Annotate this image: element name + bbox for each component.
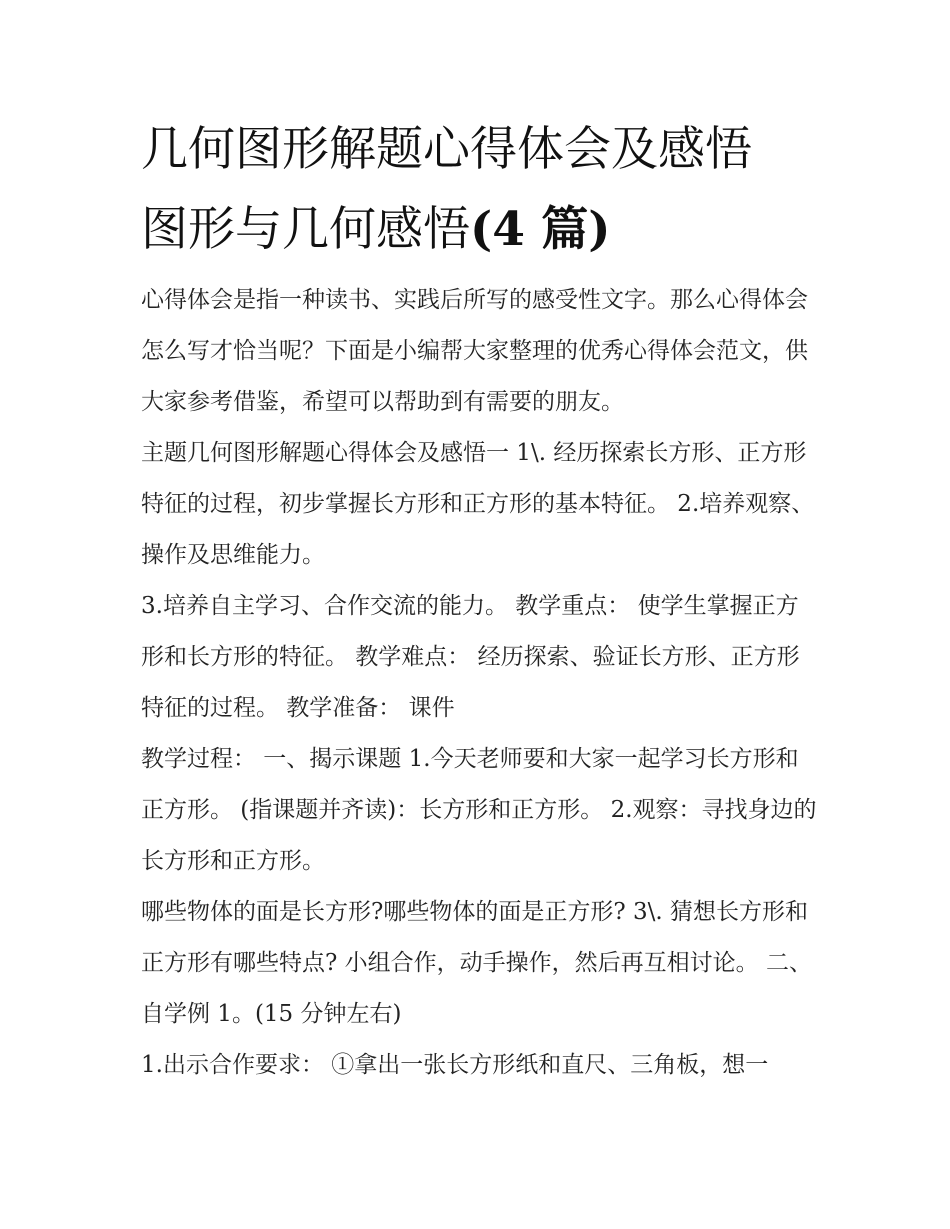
title-line-2-prefix: 图形与几何感悟: [141, 202, 470, 257]
paragraph-goals: 主题几何图形解题心得体会及感悟一 1\. 经历探索长方形、正方形特征的过程，初步掌握长方形和正方形的基本特征。 2.培养观察、操作及思维能力。: [141, 440, 815, 568]
title-line-2-suffix: (4 篇): [470, 202, 611, 257]
paragraph-process: 教学过程： 一、揭示课题 1.今天老师要和大家一起学习长方形和正方形。 (指课题并齐读)：长方形和正方形。 2.观察：寻找身边的长方形和正方形。: [141, 746, 817, 874]
paragraph-questions: 哪些物体的面是长方形?哪些物体的面是正方形? 3\. 猜想长方形和正方形有哪些特点? 小组合作，动手操作，然后再互相讨论。 二、自学例 1。(15 分钟左右): [141, 899, 812, 1027]
document-title: [141, 110, 821, 270]
paragraph-key-points: 3.培养自主学习、合作交流的能力。 教学重点： 使学生掌握正方形和长方形的特征。 教学难点： 经历探索、验证长方形、正方形特征的过程。 教学准备： 课件: [141, 593, 800, 721]
title-line-1: 几何图形解题心得体会及感悟: [141, 122, 752, 177]
paragraph-intro: 心得体会是指一种读书、实践后所写的感受性文字。那么心得体会怎么写才恰当呢？下面是小编帮大家整理的优秀心得体会范文，供大家参考借鉴，希望可以帮助到有需要的朋友。: [141, 287, 808, 415]
paragraph-requirements: 1.出示合作要求： ①拿出一张长方形纸和直尺、三角板，想一: [141, 1052, 769, 1078]
document-body: [141, 275, 821, 1091]
